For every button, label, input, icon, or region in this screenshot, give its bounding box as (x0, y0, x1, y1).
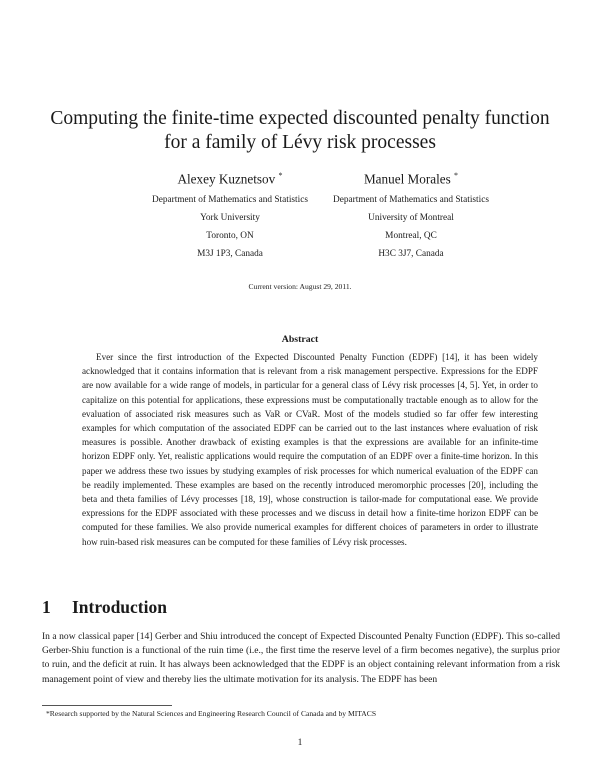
section-heading (42, 597, 167, 618)
affiliation-department: Department of Mathematics and Statistics (152, 195, 308, 205)
affiliation-department: Department of Mathematics and Statistics (333, 195, 489, 205)
footnote: *Research supported by the Natural Sciences and Engineering Research Council of Canada and by MITACS (46, 709, 377, 718)
author-block-2 (295, 167, 527, 263)
affiliation-postcode: H3C 3J7, Canada (378, 249, 444, 259)
author-name: Manuel Morales * (363, 171, 459, 187)
section-number: 1 (42, 597, 51, 617)
page-number: 1 (297, 738, 303, 748)
affiliation-city: Toronto, ON (206, 231, 254, 241)
affiliation-city: Montreal, QC (385, 231, 437, 241)
version-date: Current version: August 29, 2011. (248, 282, 352, 291)
author-footnote-mark: * (454, 171, 459, 180)
title-line-1: Computing the finite-time expected discounted penalty function (50, 108, 550, 129)
abstract-heading: Abstract (281, 334, 319, 345)
section-title: Introduction (72, 597, 167, 617)
affiliation-university: York University (200, 213, 260, 223)
introduction-text: In a now classical paper [14] Gerber and Shiu introduced the concept of Expected Discounted Penalty Function (EDPF). This so-called Gerber-Shiu function is a functional of the ruin time (i.e., the first time the reserve level of a firm becomes negative), the surplus prior to ruin, and the deficit at ruin. It has always been acknowledged that the EDPF is an object containing relevant information from a risk management point of view and thereby lies the ultimate motivation for its analysis. The EDPF has been (42, 631, 560, 685)
title-line-2: for a family of Lévy risk processes (164, 132, 436, 153)
abstract-text: Ever since the first introduction of the Expected Discounted Penalty Function (EDPF) [14], it has been widely acknowledged that it contains information that is relevant from a risk management perspective. Expressions for the EDPF are now available for a wide range of models, in particular for a general class of Lévy risk processes [4, 5]. Yet, in order to capitalize on this potential for applications, these expressions must be computationally tractable enough as to allow for the evaluation of associated risk measures such as VaR or CVaR. Most of the models studied so far offer few interesting examples for which computation of the associated EDPF can be carried out to the last instances where evaluation of risk measures is possible. Another drawback of existing examples is that the expressions are available for an infinite-time horizon EDPF only. Yet, realistic applications would require the computation of an EDPF over a finite-time horizon. In this paper we address these two issues by studying examples of risk processes for which numerical evaluation of the EDPF can be readily implemented. These examples are based on the recently introduced meromorphic processes [20], including the beta and theta families of Lévy processes [18, 19], whose construction is tailor-made for computational ease. We provide expressions for the EDPF associated with these processes and we discuss in detail how a finite-time horizon EDPF can be computed for these families. We also provide numerical examples for different choices of parameters in order to illustrate how ruin-based risk measures can be computed for these families of Lévy risk processes. (82, 352, 538, 547)
affiliation-university: University of Montreal (368, 213, 454, 223)
author-name: Alexey Kuznetsov * (177, 171, 283, 187)
footnote-rule (42, 705, 172, 706)
author-footnote-mark: * (278, 171, 283, 180)
affiliation-postcode: M3J 1P3, Canada (197, 249, 263, 259)
